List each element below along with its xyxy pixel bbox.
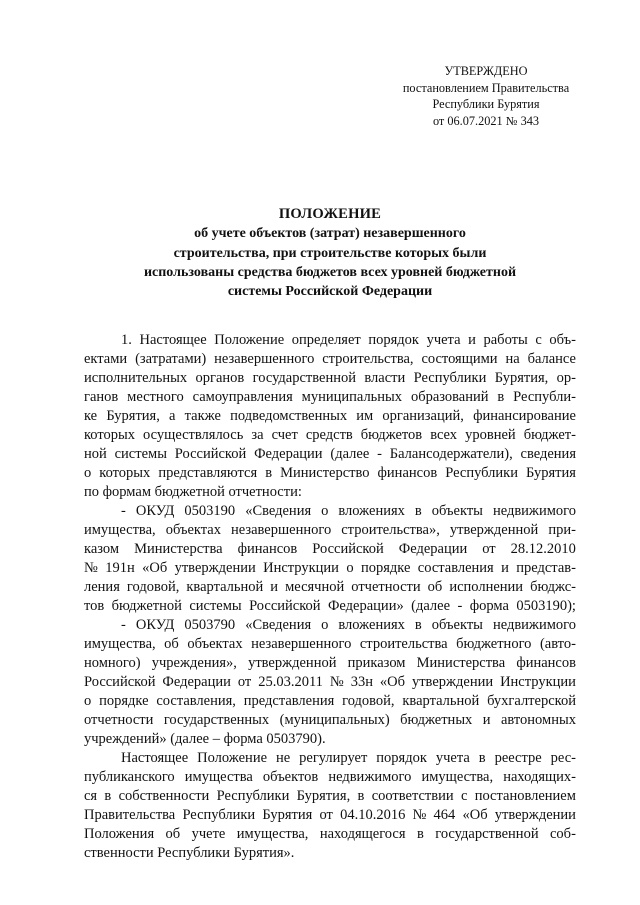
document-title: ПОЛОЖЕНИЕ [278, 206, 382, 222]
document-subtitle-line: использованы средства бюджетов всех уровней бюджетной [143, 264, 517, 280]
list-item-line: имущества, объектах незавершенного строительства», утвержденной при- [84, 522, 576, 538]
document-subtitle-line: строительства, при строительстве которых были [173, 245, 487, 261]
approval-stamp-title: УТВЕРЖДЕНО [444, 64, 528, 78]
list-item-line: ления годовой, квартальной и месячной отчетности об исполнении бюджс- [84, 579, 576, 595]
paragraph-line: по формам бюджетной отчетности: [84, 484, 302, 500]
document-subtitle-line: системы Российской Федерации [227, 284, 433, 300]
paragraph-line: ся в собственности Республики Бурятия, в соответствии с постановлением [84, 788, 576, 804]
list-item-line: номного) учреждения», утвержденной приказом Министерства финансов [84, 655, 576, 671]
approval-date-number: от 06.07.2021 № 343 [432, 113, 540, 128]
approval-issuer: постановлением Правительства [402, 80, 570, 95]
list-item-line: - ОКУД 0503190 «Сведения о вложениях в объекты недвижимого [121, 503, 576, 519]
list-item-line: учреждений» (далее – форма 0503790). [84, 731, 326, 747]
list-item-line: о порядке составления, представления годовой, квартальной бухгалтерской [84, 693, 576, 709]
paragraph-line: публиканского имущества объектов недвижимого имущества, находящих- [84, 769, 576, 785]
approval-government: Республики Бурятия [432, 97, 540, 111]
approval-block [376, 63, 596, 129]
paragraph-line: о которых представляются в Министерство финансов Республики Бурятия [84, 465, 576, 481]
paragraph-line: ке Бурятия, а также подведомственных им организаций, финансирование [84, 408, 576, 424]
paragraph-line: 1. Настоящее Положение определяет порядок учета и работы с объ- [121, 332, 576, 348]
list-item-line: тов бюджетной системы Российской Федерации» (далее - форма 0503190); [84, 598, 576, 614]
list-item-line: имущества, об объектах незавершенного строительства бюджетного (авто- [84, 636, 576, 652]
paragraph-line: ганов местного самоуправления муниципальных образований в Республи- [84, 389, 576, 405]
list-item-line: - ОКУД 0503790 «Сведения о вложениях в объекты недвижимого [121, 617, 576, 633]
paragraph-line: Настоящее Положение не регулирует порядок учета в реестре рес- [121, 750, 576, 766]
paragraph-line: ственности Республики Бурятия». [84, 845, 295, 861]
list-item-line: № 191н «Об утверждении Инструкции о порядке составления и представ- [84, 560, 576, 576]
paragraph-line: Положения об учете имущества, находящегося в государственной соб- [84, 826, 576, 842]
paragraph-line: ектами (затратами) незавершенного строительства, состоящими на балансе [84, 351, 576, 367]
paragraph-line: которых осуществлялось за счет средств бюджетов всех уровней бюджет- [84, 427, 576, 443]
list-item-line: казом Министерства финансов Российской Федерации от 28.12.2010 [84, 541, 576, 557]
paragraph-line: Правительства Республики Бурятия от 04.10.2016 № 464 «Об утверждении [84, 807, 576, 823]
document-subtitle-line: об учете объектов (затрат) незавершенного [194, 226, 466, 242]
list-item-line: отчетности государственных (муниципальных) бюджетных и автономных [84, 712, 576, 728]
document-heading [100, 205, 560, 301]
list-item-line: Российской Федерации от 25.03.2011 № 33н «Об утверждении Инструкции [84, 674, 576, 690]
paragraph-line: исполнительных органов государственной власти Республики Бурятия, ор- [84, 370, 576, 386]
paragraph-line: ной системы Российской Федерации (далее - Балансодержатели), сведения [84, 446, 576, 462]
